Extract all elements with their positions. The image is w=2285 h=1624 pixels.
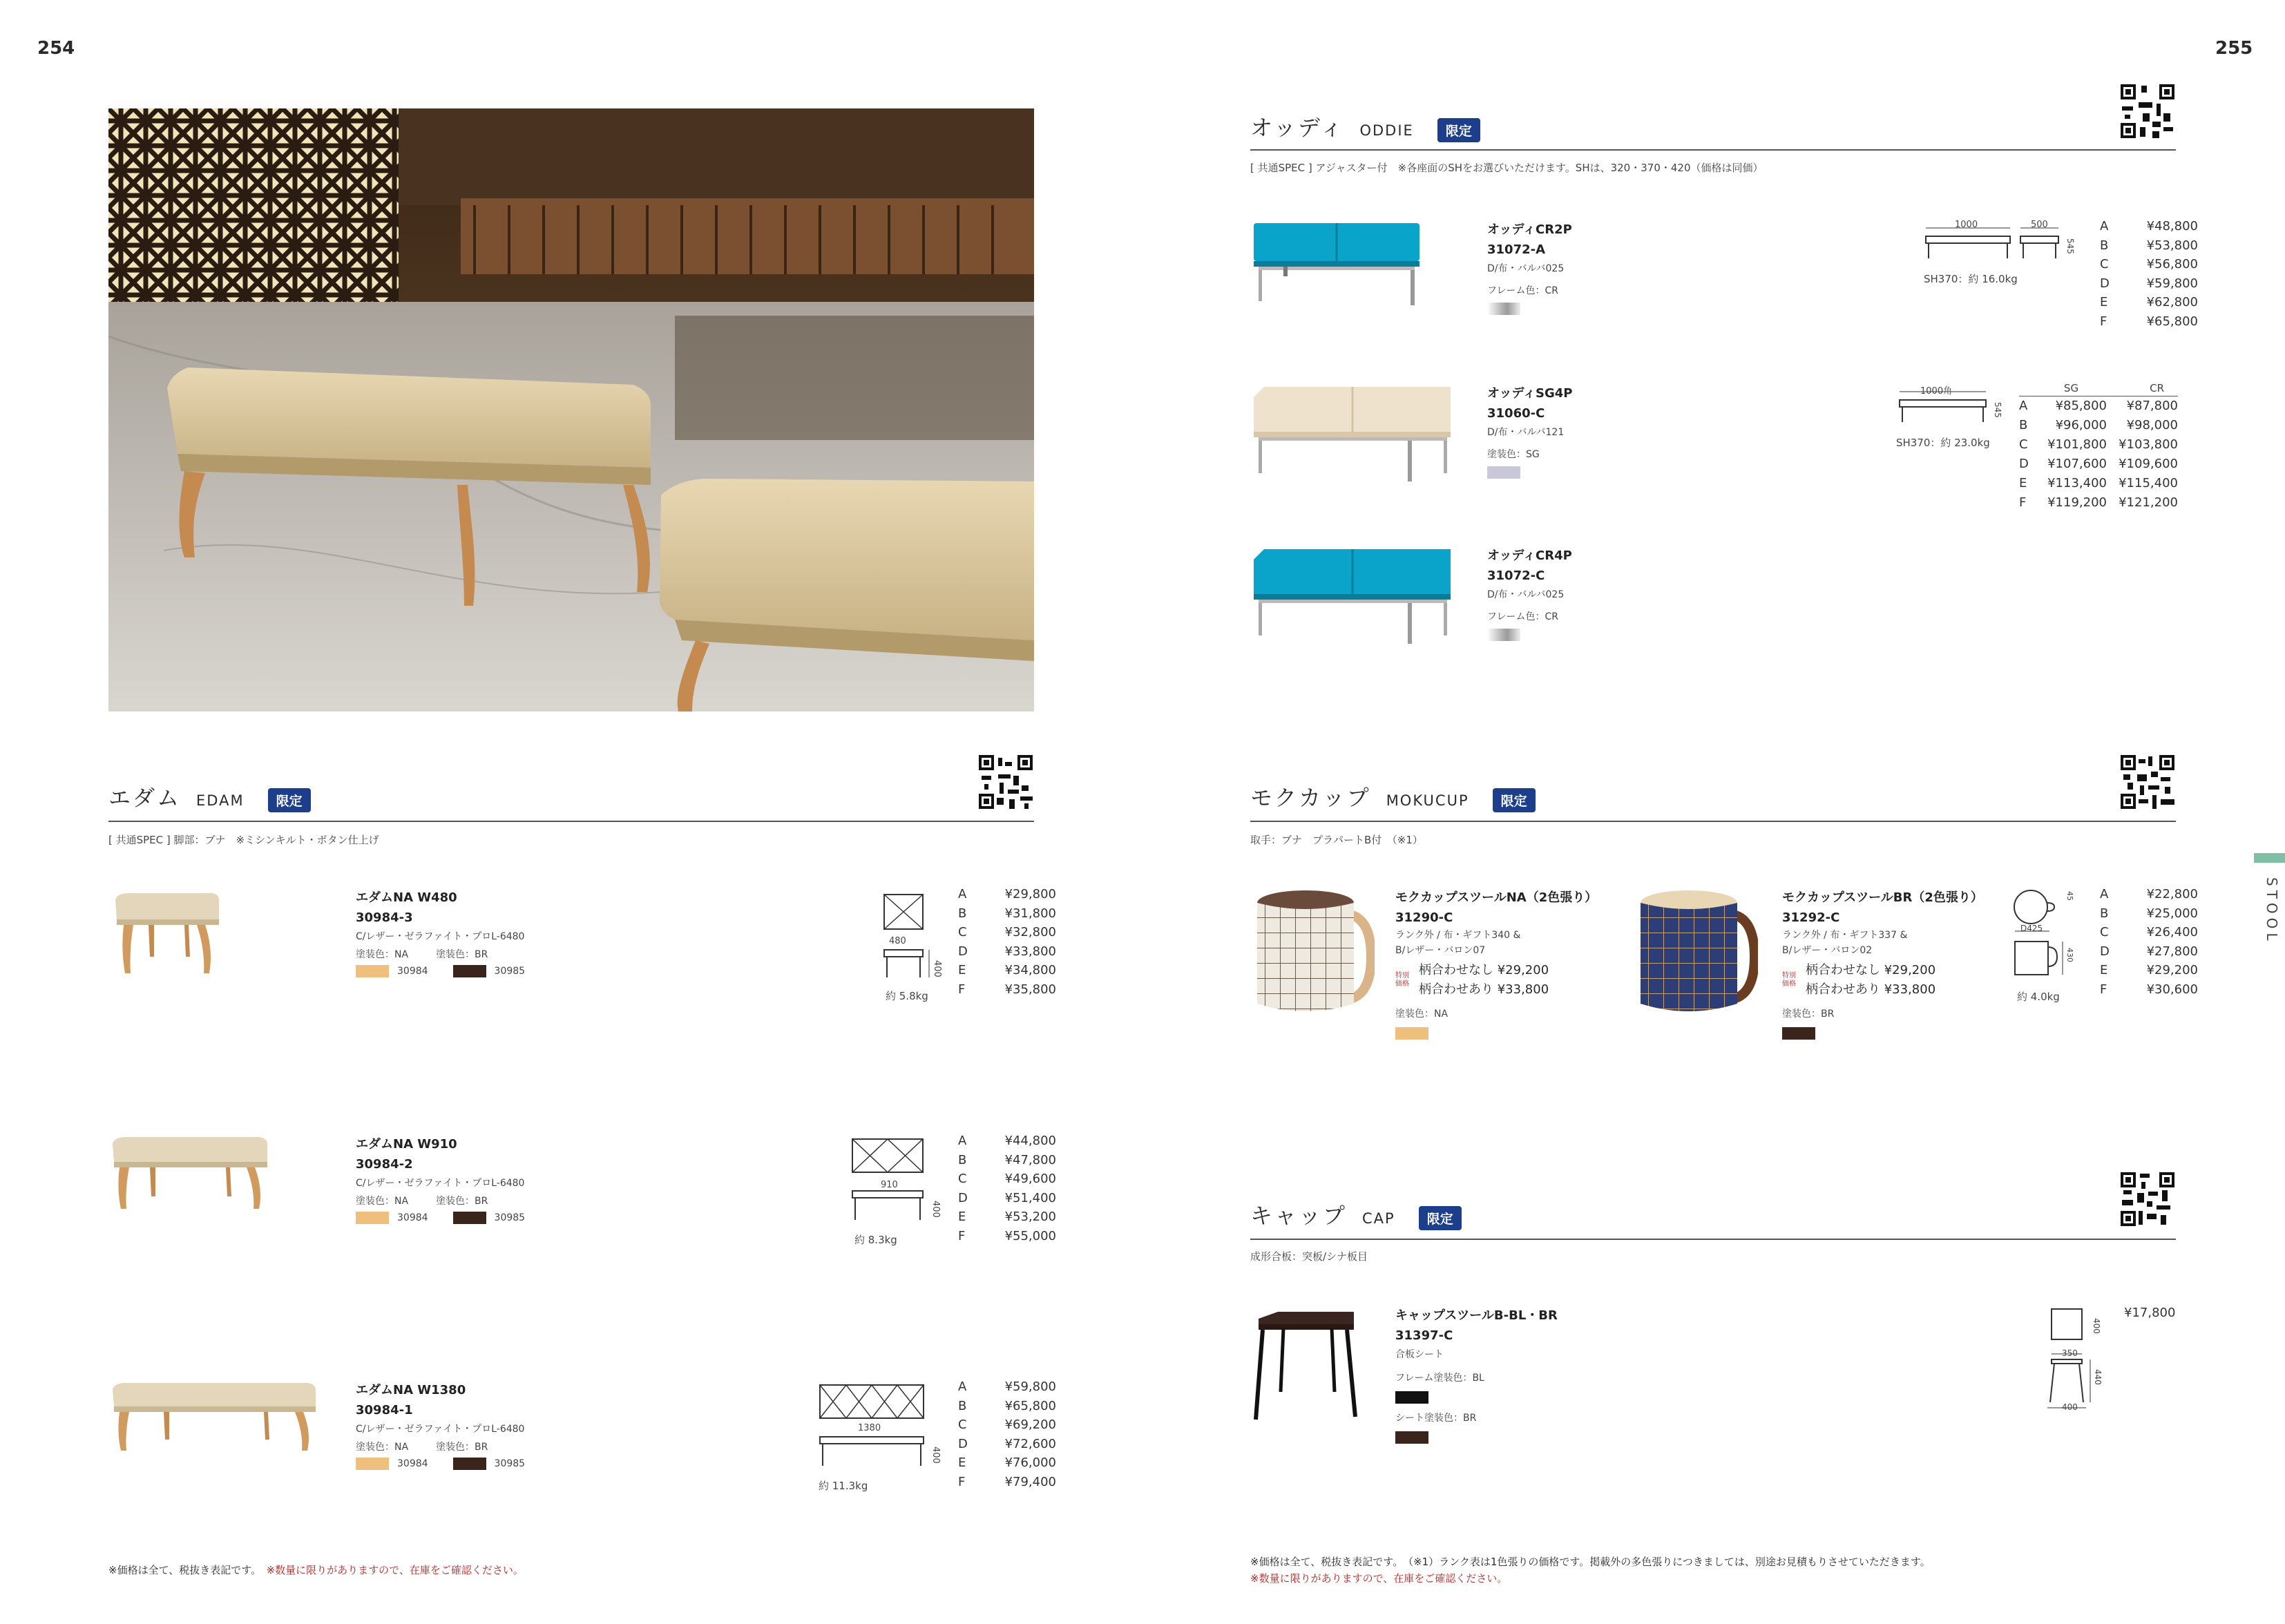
paint-label-na: 塗装色：NA [356,1442,409,1453]
product-name: オッディSG4P [1487,386,1573,401]
special-price-tag: 特別価格 [1395,972,1409,988]
product-material-2: B/レザー・バロン02 [1782,945,1873,956]
swatch-cr [1487,303,1520,315]
limited-badge: 限定 [1437,118,1480,142]
mokucup-title-jp: モクカップ [1250,785,1371,811]
price-no-match: 柄合わせなし ¥29,200 [1419,963,1549,977]
mokucup-br-image [1634,888,1758,1019]
dim-width: 1380 [858,1423,881,1433]
product-name: エダムNA W480 [356,890,457,905]
special-price-tag: 特別価格 [1782,972,1796,988]
edam-product-1 [108,887,1056,1026]
edam-w910-image [108,1134,274,1217]
swatch-br [453,965,486,977]
oddie-title-jp: オッディ [1250,115,1345,141]
swatch-br [453,1458,486,1470]
cap-info [1395,1306,1558,1444]
dim-height: 430 [2065,948,2074,962]
dim-height: 400 [932,960,942,977]
product-code: 31397-C [1395,1328,1453,1343]
dim-h: 545 [2065,238,2075,254]
product-code: 31072-A [1487,242,1546,257]
product-name: モクカップスツールNA（2色張り） [1395,890,1598,905]
dim-base: 400 [2062,1402,2078,1412]
product-code: 31290-C [1395,910,1453,925]
paint-label-na: 塗装色：NA [356,949,409,960]
limited-badge: 限定 [1419,1206,1462,1230]
swatch-sg [1487,466,1520,479]
swatch-na [1395,1027,1428,1040]
cap-price: ¥17,800 [2124,1306,2176,1320]
edam-product-2 [108,1134,1056,1272]
swatch-code-na: 30984 [397,1458,428,1469]
mokucup-dimension-diagram [2011,888,2074,984]
product-name: エダムNA W1380 [356,1383,466,1397]
product-code: 31072-C [1487,569,1545,583]
col-cr: CR [2150,382,2164,394]
price-table: A ¥59,800 B ¥65,800 C ¥69,200 D ¥72,600 E ¥76,000 F ¥79,400 [958,1379,1056,1489]
product-name: エダムNA W910 [356,1137,457,1152]
mokucup-rule [1250,821,2176,822]
frame-color-label: フレーム色：CR [1487,285,1558,296]
product-material: C/レザー・ゼラファイト・プロL-6480 [356,1424,525,1435]
product-weight: 約 11.3kg [819,1480,868,1492]
swatch-code-br: 30985 [494,966,526,977]
mokucup-na-info [1395,888,1597,1040]
edam-w1380-dimension-diagram [816,1382,948,1478]
oddie-cr2p-info [1487,220,1572,315]
oddie-cr2p-image [1250,220,1423,309]
dim-height: 400 [930,1446,941,1464]
swatch-bl [1395,1391,1428,1404]
dim-h: 545 [1993,402,2002,418]
product-name: オッディCR2P [1487,222,1572,237]
hero-photo [108,108,1034,711]
paint-color-label: 塗装色：BR [1782,1009,1835,1020]
cap-rule [1250,1239,2176,1240]
oddie-cr4p-info [1487,546,1572,641]
swatch-na [356,1212,389,1224]
oddie-cr4p-image [1250,546,1457,649]
price-no-match: 柄合わせなし ¥29,200 [1806,963,1936,977]
edam-title [108,781,311,812]
stool-tab-marker [2254,853,2285,863]
frame-color-label: フレーム色：CR [1487,611,1558,622]
product-weight: SH370：約 16.0kg [1924,273,2018,285]
paint-label-br: 塗装色：BR [436,949,488,960]
swatch-br [1395,1431,1428,1444]
product-material: D/布・バルバ121 [1487,427,1565,438]
oddie-cr2p-dimension-diagram [1920,220,2086,275]
dim-height: 400 [930,1201,941,1218]
product-material: 合板シート [1395,1349,1444,1360]
edam-rule [108,821,1034,822]
mokucup-title-en: MOKUCUP [1386,792,1469,809]
price-match: 柄合わせあり ¥33,800 [1419,982,1549,997]
swatch-code-na: 30984 [397,966,428,977]
product-material-2: B/レザー・バロン07 [1395,945,1486,956]
dim-height: 440 [2093,1369,2103,1385]
price-match: 柄合わせあり ¥33,800 [1806,982,1936,997]
product-code: 30984-2 [356,1157,413,1172]
product-weight: 約 5.8kg [886,990,928,1002]
dim-b: 500 [2031,220,2048,230]
qr-code-cap[interactable] [2121,1172,2174,1226]
edam-product-3 [108,1379,1056,1518]
seat-color-label: シート塗装色：BR [1395,1413,1477,1424]
stool-tab-label[interactable]: STOOL [2264,877,2280,945]
dim-width: 910 [881,1180,898,1190]
swatch-na [356,1458,389,1470]
qr-code-edam[interactable] [979,755,1033,809]
oddie-title-en: ODDIE [1359,122,1414,139]
footer-note-right-1: ※価格は全て、税抜き表記です。 （※1）ランク表は1色張りの価格です。掲載外の多色張りにつきましては、別途お見積もりさせていただきます。 [1250,1556,1931,1568]
limited-badge: 限定 [268,788,311,812]
mokucup-title [1250,781,1536,812]
product-material: D/布・バルバ025 [1487,263,1565,274]
mokucup-spec: 取手：ブナ プラパートB付 （※1） [1250,834,1423,846]
swatch-br [453,1212,486,1224]
col-sg: SG [2063,382,2079,394]
swatch-code-br: 30985 [494,1458,526,1469]
swatch-br [1782,1027,1815,1040]
footer-note-left: ※価格は全て、税抜き表記です。 ※数量に限りがありますので、在庫をご確認ください。 [108,1564,524,1576]
paint-label-na: 塗装色：NA [356,1196,409,1207]
product-material: C/レザー・ゼラファイト・プロL-6480 [356,931,525,942]
dim-top: 400 [2092,1318,2101,1334]
price-table: A ¥48,800 B ¥53,800 C ¥56,800 D ¥59,800 E ¥62,800 F ¥65,800 [2100,219,2198,329]
product-code: 31060-C [1487,406,1545,421]
dim-a: 1000角 [1920,386,1953,397]
product-code: 30984-1 [356,1403,413,1417]
product-material-1: ランク外 / 布・ギフト337 & [1782,930,1908,941]
product-weight: 約 8.3kg [854,1234,897,1246]
paint-label-br: 塗装色：BR [436,1196,488,1207]
product-code: 30984-3 [356,910,413,925]
edam-title-en: EDAM [196,792,245,809]
dim-width: 350 [2062,1348,2078,1358]
footer-note-right-2: ※数量に限りがありますので、在庫をご確認ください。 [1250,1572,1508,1585]
mokucup-br-info [1782,888,1983,1040]
swatch-code-br: 30985 [494,1212,526,1223]
paint-label-br: 塗装色：BR [436,1442,488,1453]
paint-color-label: 塗装色：SG [1487,449,1540,460]
product-name: オッディCR4P [1487,548,1572,563]
price-table-sg-cr: SG CR A ¥85,800 ¥87,800 B ¥96,000 ¥98,000 C ¥101,800 ¥103,800 D ¥107,600 ¥109,600 E ¥113,400 ¥115,400 F ¥119,200 ¥121,200 [2019,382,2178,510]
oddie-spec: [ 共通SPEC ] アジャスター付 ※各座面のSHをお選びいただけます。SHは、320・370・420（価格は同価） [1250,162,1763,174]
edam-spec: [ 共通SPEC ] 脚部：ブナ ※ミシンキルト・ボタン仕上げ [108,834,379,846]
limited-badge: 限定 [1493,788,1536,812]
price-table: A ¥29,800 B ¥31,800 C ¥32,800 D ¥33,800 E ¥34,800 F ¥35,800 [958,887,1056,997]
product-name: モクカップスツールBR（2色張り） [1782,890,1983,905]
price-table: A ¥22,800 B ¥25,000 C ¥26,400 D ¥27,800 E ¥29,200 F ¥30,600 [2100,887,2198,997]
cap-title-jp: キャップ [1250,1203,1348,1229]
edam-title-jp: エダム [108,785,182,811]
page-number-left: 254 [37,38,75,59]
page-number-right: 255 [2215,38,2253,59]
dim-handle: 45 [2065,891,2074,901]
cap-title [1250,1198,1462,1230]
qr-code-mokucup[interactable] [2121,755,2174,809]
oddie-title [1250,111,1480,142]
edam-w480-image [108,888,226,984]
product-weight: 約 4.0kg [2017,991,2060,1003]
swatch-code-na: 30984 [397,1212,428,1223]
dim-diameter: D425 [2020,924,2043,933]
edam-w910-dimension-diagram [849,1136,953,1232]
dim-a: 1000 [1955,220,1978,230]
edam-w1380-image [108,1380,323,1460]
product-weight: SH370：約 23.0kg [1896,437,1990,449]
frame-color-label: フレーム塗装色：BL [1395,1373,1484,1384]
mokucup-na-image [1250,888,1375,1019]
cap-title-en: CAP [1362,1210,1395,1227]
product-material-1: ランク外 / 布・ギフト340 & [1395,930,1521,941]
oddie-sg4p-image [1250,383,1457,487]
swatch-na [356,965,389,977]
product-name: キャップスツールB-BL・BR [1395,1308,1558,1323]
qr-code-oddie[interactable] [2121,84,2174,138]
product-material: D/布・バルバ025 [1487,589,1565,600]
cap-stool-image [1250,1309,1361,1426]
paint-color-label: 塗装色：NA [1395,1009,1449,1020]
swatch-cr [1487,629,1520,641]
oddie-rule [1250,149,2176,151]
oddie-sg4p-info [1487,383,1572,479]
price-table: A ¥44,800 B ¥47,800 C ¥49,600 D ¥51,400 E ¥53,200 F ¥55,000 [958,1134,1056,1243]
product-material: C/レザー・ゼラファイト・プロL-6480 [356,1178,525,1189]
product-code: 31292-C [1782,910,1840,925]
cap-spec: 成形合板：突板/シナ板目 [1250,1250,1368,1263]
dim-width: 480 [889,936,906,946]
